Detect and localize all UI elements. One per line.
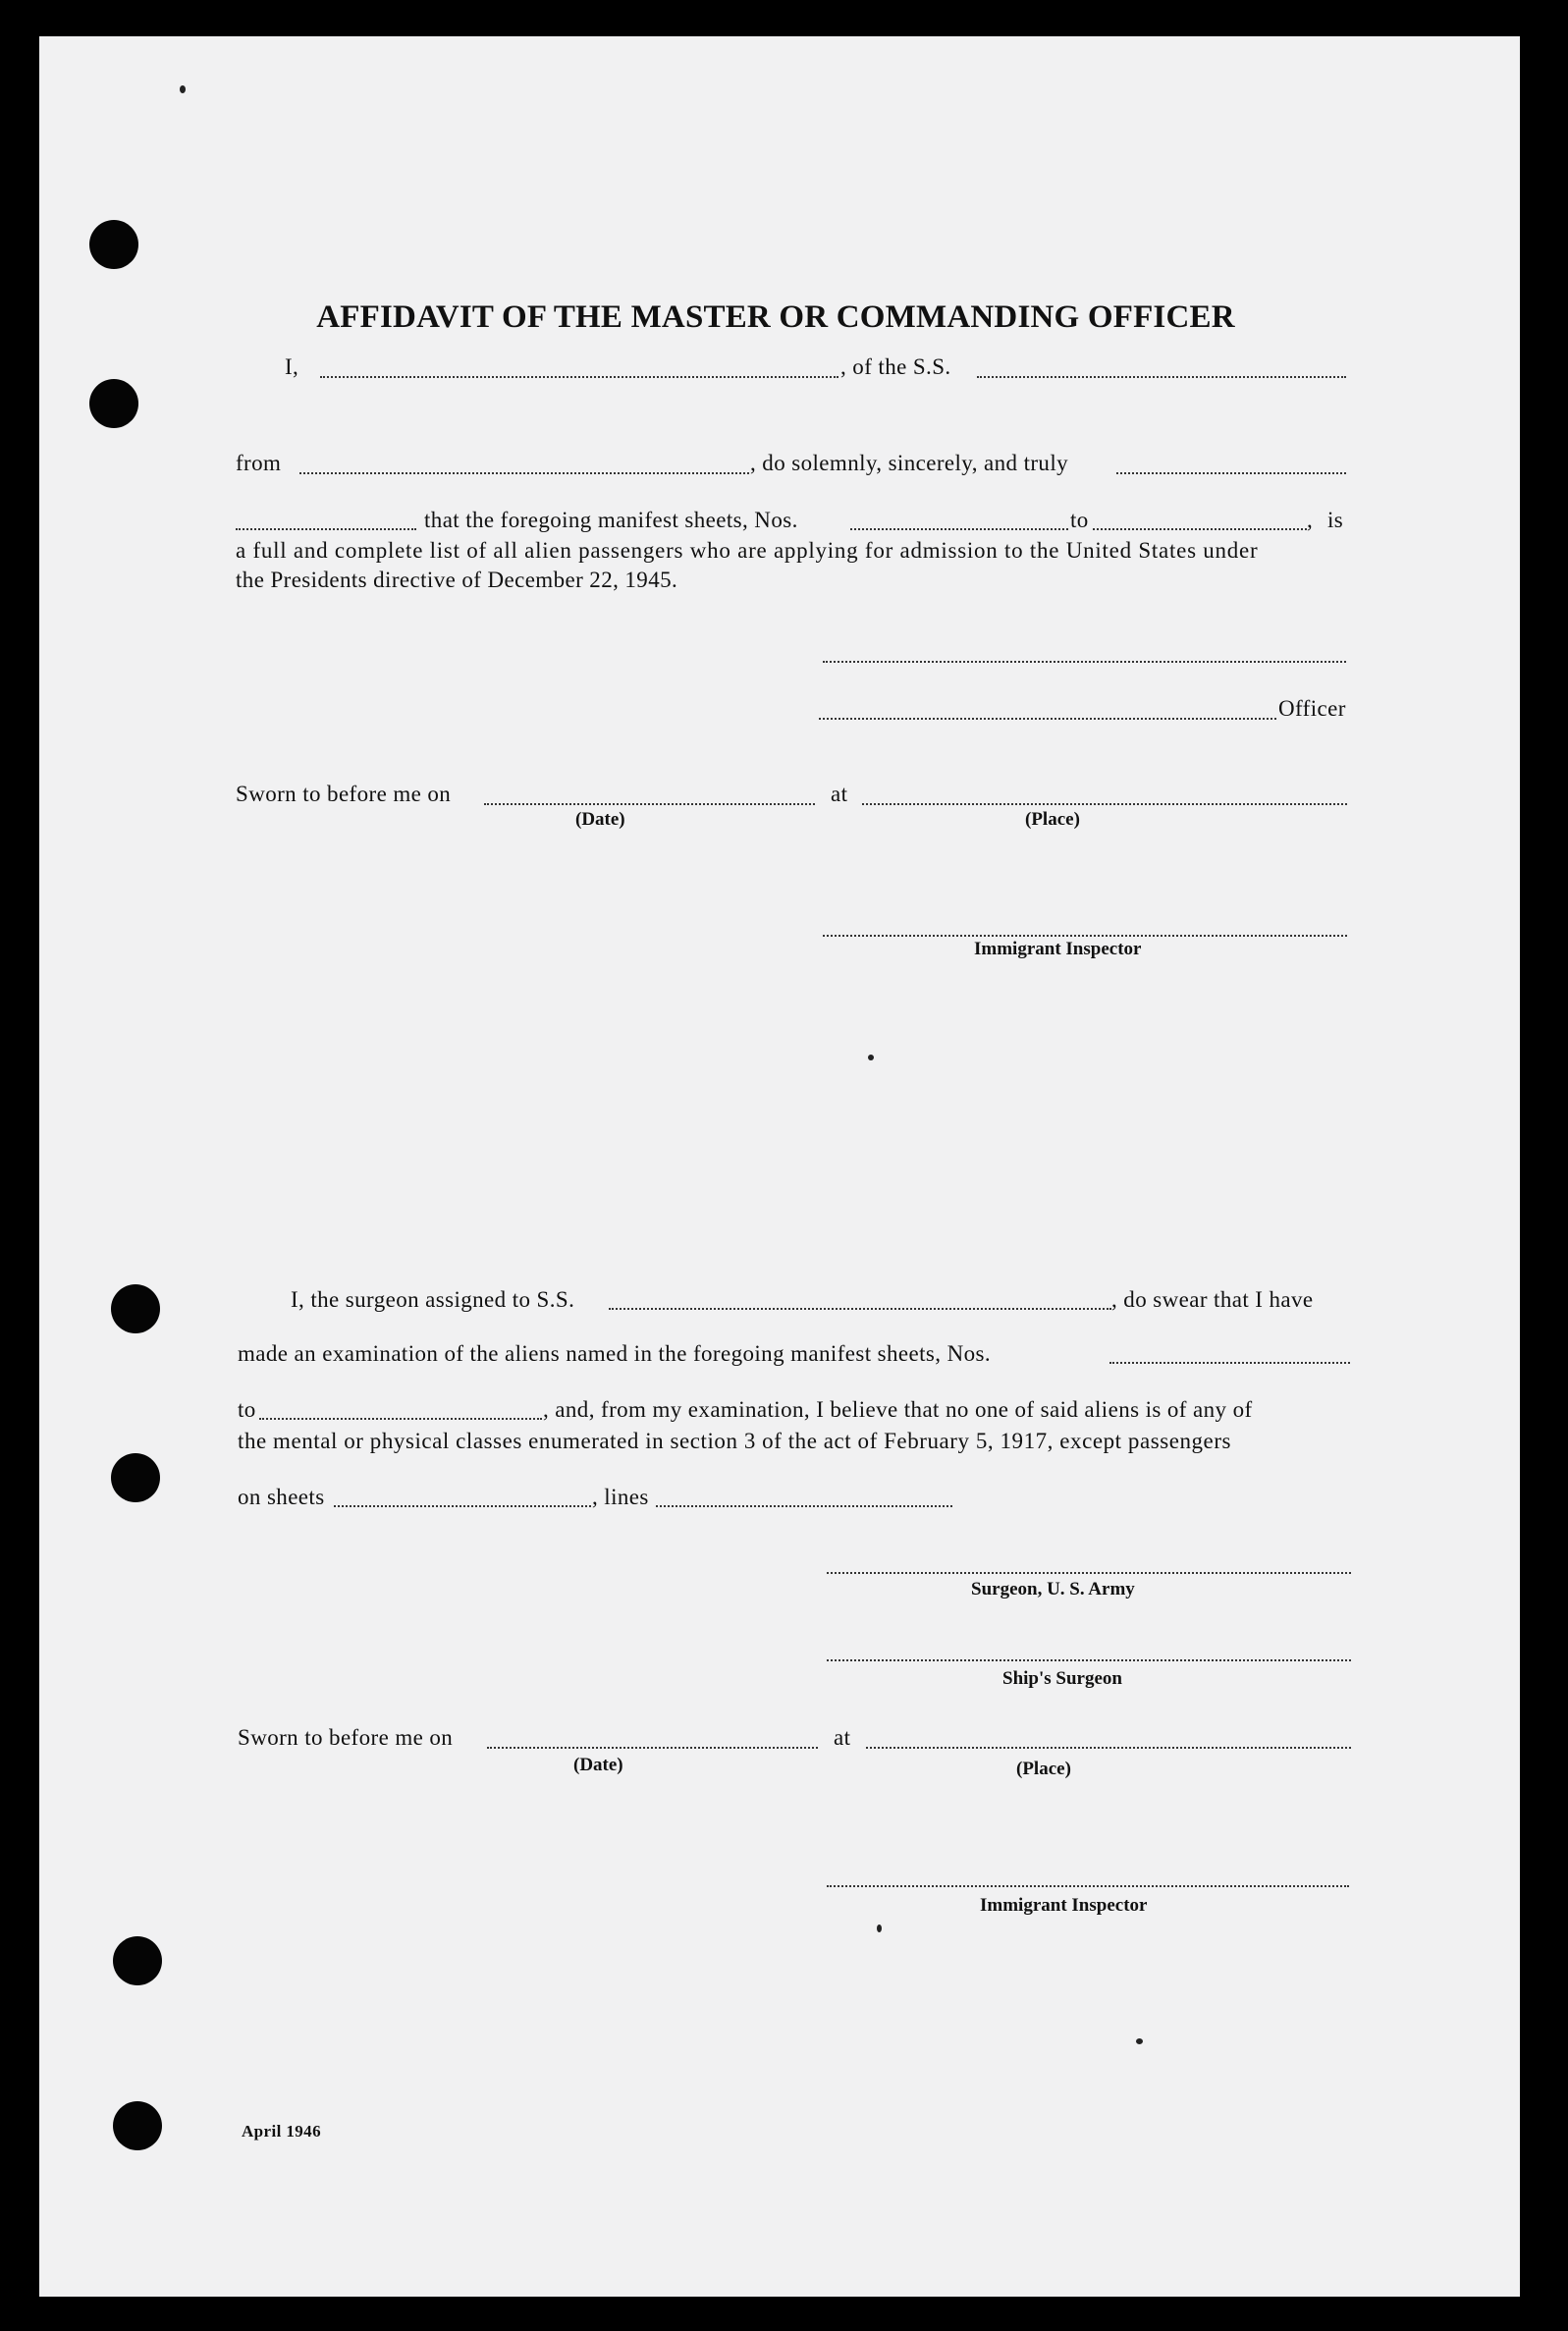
surgeon-line-2: made an examination of the aliens named in the foregoing manifest sheets, Nos.: [238, 1341, 991, 1366]
surgeon-line-1: I, the surgeon assigned to S.S.: [291, 1287, 575, 1312]
label-of-ss: , of the S.S.: [840, 354, 951, 379]
statement-line-5: the Presidents directive of December 22, 1945.: [236, 568, 678, 592]
label-lines: , lines: [592, 1485, 649, 1509]
punch-hole: [111, 1453, 160, 1502]
place-caption: (Place): [1025, 809, 1080, 830]
date-caption: (Date): [575, 809, 625, 830]
label-sworn: Sworn to before me on: [236, 782, 452, 806]
punch-hole: [89, 379, 138, 428]
label-manifest-sheets: that the foregoing manifest sheets, Nos.: [424, 508, 798, 532]
surgeon-line-4: the mental or physical classes enumerated in section 3 of the act of February 5, 1917, except passengers: [238, 1429, 1232, 1453]
surgeon-sworn-place-field[interactable]: [866, 1747, 1351, 1749]
date-caption-surgeon: (Date): [573, 1755, 623, 1775]
surgeon-sworn-date-field[interactable]: [487, 1747, 818, 1749]
speck: [877, 1924, 882, 1932]
sworn-date-field[interactable]: [484, 803, 815, 805]
surgeon-ship-field[interactable]: [609, 1308, 1111, 1310]
punch-hole: [111, 1284, 160, 1333]
except-lines-field[interactable]: [656, 1505, 952, 1507]
form-title: AFFIDAVIT OF THE MASTER OR COMMANDING OFFICER: [316, 299, 1235, 335]
inspector-signature-line[interactable]: [823, 935, 1347, 937]
army-surgeon-signature-line[interactable]: [827, 1572, 1351, 1574]
surgeon-sheets-to-field[interactable]: [259, 1418, 542, 1420]
sheets-to-field[interactable]: [1093, 528, 1307, 530]
label-is: is: [1327, 508, 1344, 532]
sheets-from-field[interactable]: [850, 528, 1068, 530]
label-from: from: [236, 451, 282, 475]
except-sheets-field[interactable]: [334, 1505, 591, 1507]
master-name-field[interactable]: [320, 376, 838, 378]
surgeon-inspector-caption: Immigrant Inspector: [980, 1895, 1148, 1916]
label-on-sheets: on sheets: [238, 1485, 325, 1509]
officer-signature-line[interactable]: [819, 718, 1276, 720]
ship-name-field[interactable]: [977, 376, 1346, 378]
label-at: at: [831, 782, 848, 806]
speck: [180, 85, 186, 93]
punch-hole: [113, 1936, 162, 1985]
master-signature-line[interactable]: [823, 661, 1346, 663]
sworn-place-field[interactable]: [862, 803, 1347, 805]
label-i: I,: [285, 354, 299, 379]
form-date: April 1946: [242, 2122, 321, 2141]
label-comma: ,: [1307, 508, 1314, 532]
surgeon-line-3: , and, from my examination, I believe that no one of said aliens is of any of: [543, 1397, 1253, 1422]
oath-field[interactable]: [1116, 472, 1346, 474]
ships-surgeon-caption: Ship's Surgeon: [1002, 1668, 1122, 1689]
punch-hole: [89, 220, 138, 269]
label-officer: Officer: [1278, 696, 1346, 721]
place-caption-surgeon: (Place): [1016, 1759, 1071, 1779]
label-sworn-surgeon: Sworn to before me on: [238, 1725, 454, 1750]
oath-field-continued[interactable]: [236, 528, 416, 530]
label-to: to: [1070, 508, 1089, 532]
label-at-surgeon: at: [834, 1725, 851, 1750]
speck: [868, 1055, 874, 1060]
surgeon-inspector-signature-line[interactable]: [827, 1885, 1349, 1887]
punch-hole: [113, 2101, 162, 2150]
ships-surgeon-signature-line[interactable]: [827, 1659, 1351, 1661]
surgeon-line-1-end: , do swear that I have: [1111, 1287, 1314, 1312]
inspector-caption: Immigrant Inspector: [974, 939, 1142, 959]
label-solemnly: , do solemnly, sincerely, and truly: [750, 451, 1069, 475]
army-surgeon-caption: Surgeon, U. S. Army: [971, 1579, 1135, 1599]
speck: [1136, 2038, 1143, 2044]
statement-line-4: a full and complete list of all alien passengers who are applying for admission to the United States under: [236, 538, 1259, 563]
surgeon-sheets-from-field[interactable]: [1109, 1362, 1350, 1364]
label-to-surgeon: to: [238, 1397, 256, 1422]
from-port-field[interactable]: [299, 472, 749, 474]
